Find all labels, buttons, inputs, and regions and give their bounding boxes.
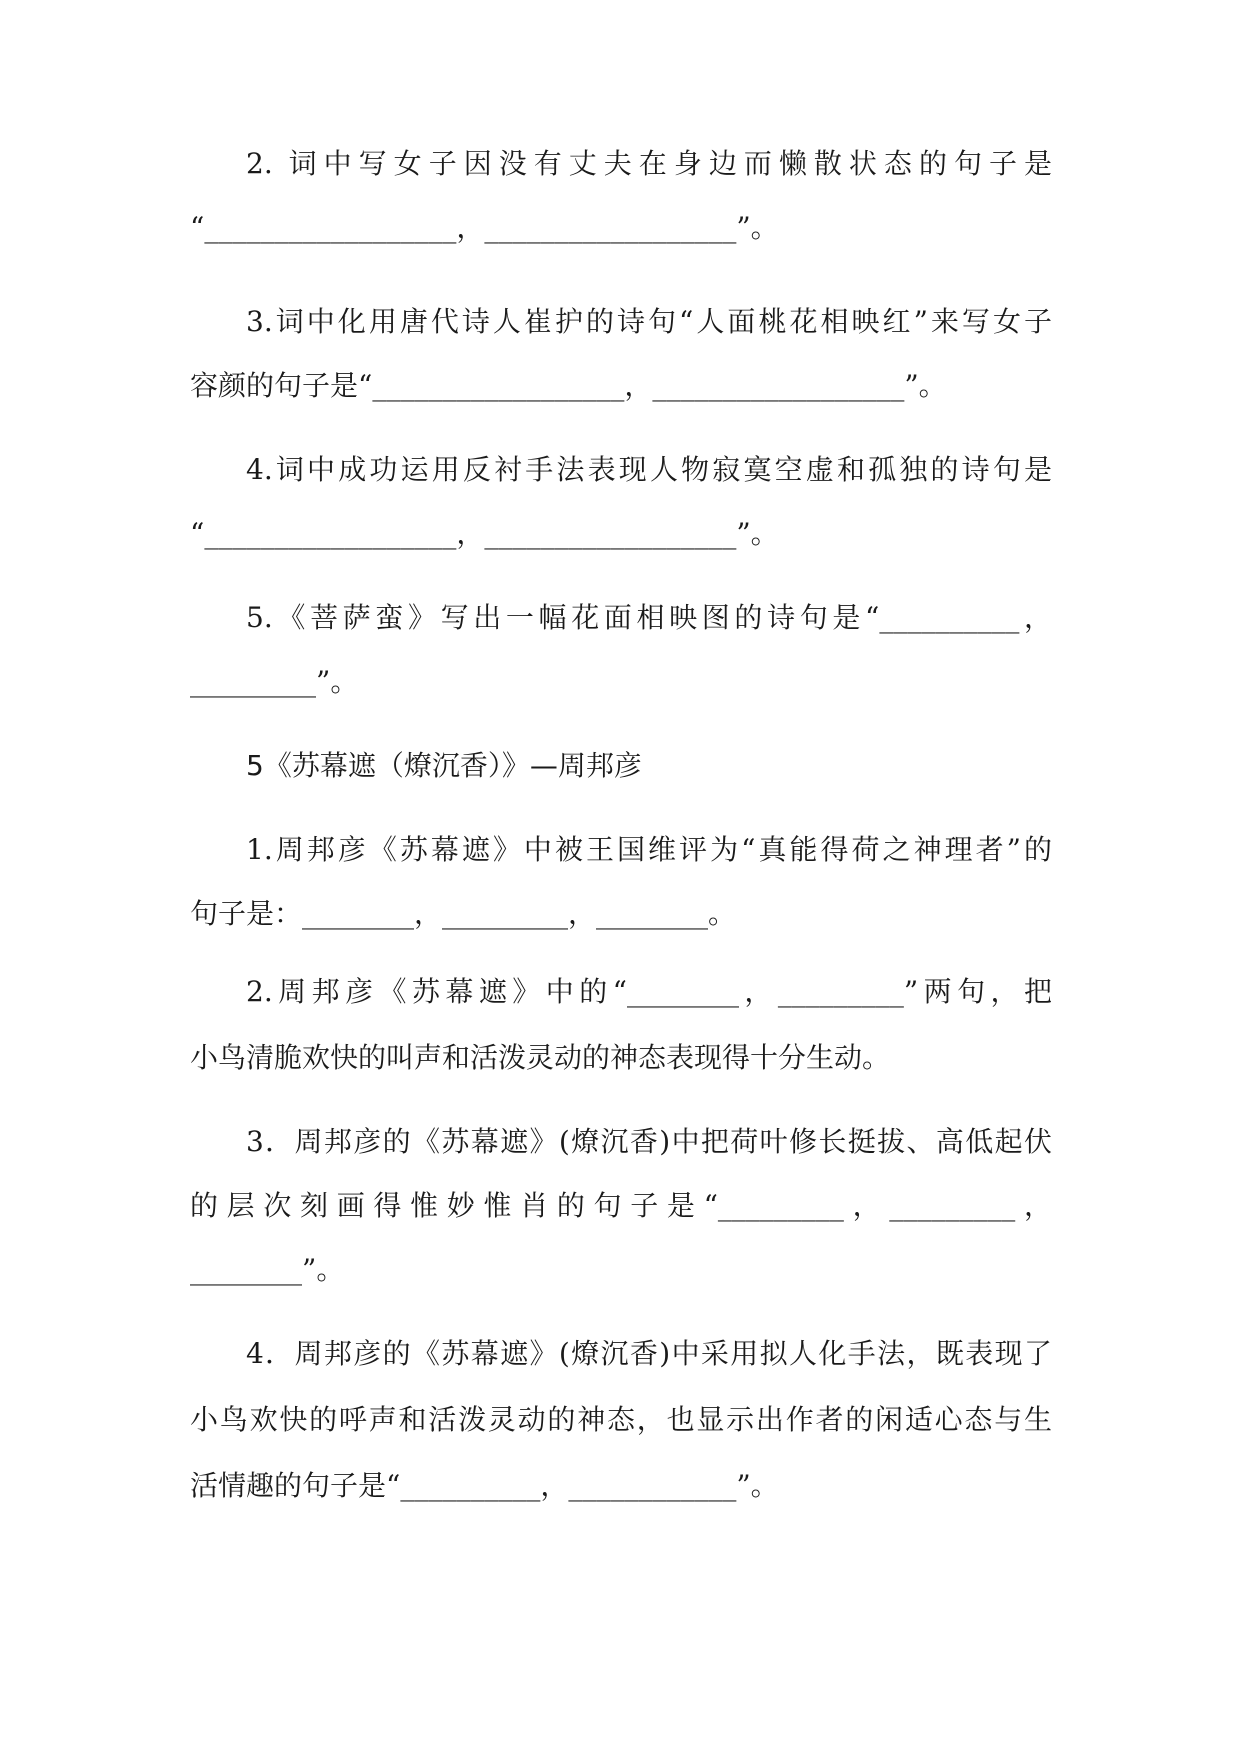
section-question-4-line-1: 4．周邦彦的《苏幕遮》(燎沉香)中采用拟人化手法，既表现了 — [246, 1337, 1052, 1370]
section-question-3-line-1: 3．周邦彦的《苏幕遮》(燎沉香)中把荷叶修长挺拔、高低起伏 — [246, 1125, 1052, 1158]
section-question-4-line-3: 活情趣的句子是“__________，____________”。 — [190, 1469, 779, 1502]
section-question-3-line-2: 的层次刻画得惟妙惟肖的句子是“_________，_________， — [190, 1189, 1052, 1222]
section-question-3-line-3: ________”。 — [190, 1253, 345, 1286]
section-question-4-line-2: 小鸟欢快的呼声和活泼灵动的神态，也显示出作者的闲适心态与生 — [190, 1403, 1052, 1436]
section-question-1-line-1: 1.周邦彦《苏幕遮》中被王国维评为“真能得荷之神理者”的 — [246, 833, 1052, 866]
question-3-line-2: 容颜的句子是“__________________，__________________”。 — [190, 369, 947, 402]
section-heading: 5《苏幕遮（燎沉香）》—周邦彦 — [246, 749, 642, 782]
section-question-2-line-2: 小鸟清脆欢快的叫声和活泼灵动的神态表现得十分生动。 — [190, 1041, 891, 1074]
question-2-line-2: “__________________，__________________”。 — [190, 211, 779, 244]
question-5-line-1: 5.《菩萨蛮》写出一幅花面相映图的诗句是“__________， — [246, 601, 1052, 634]
question-4-line-1: 4.词中成功运用反衬手法表现人物寂寞空虚和孤独的诗句是 — [246, 453, 1052, 486]
question-2-line-1: 2. 词中写女子因没有丈夫在身边而懒散状态的句子是 — [246, 147, 1052, 180]
section-question-1-line-2: 句子是：________，_________，________。 — [190, 897, 737, 930]
question-4-line-2: “__________________，__________________”。 — [190, 517, 779, 550]
question-5-line-2: _________”。 — [190, 665, 359, 698]
section-question-2-line-1: 2.周邦彦《苏幕遮》中的“________，_________”两句，把 — [246, 975, 1052, 1008]
question-3-line-1: 3.词中化用唐代诗人崔护的诗句“人面桃花相映红”来写女子 — [246, 305, 1052, 338]
